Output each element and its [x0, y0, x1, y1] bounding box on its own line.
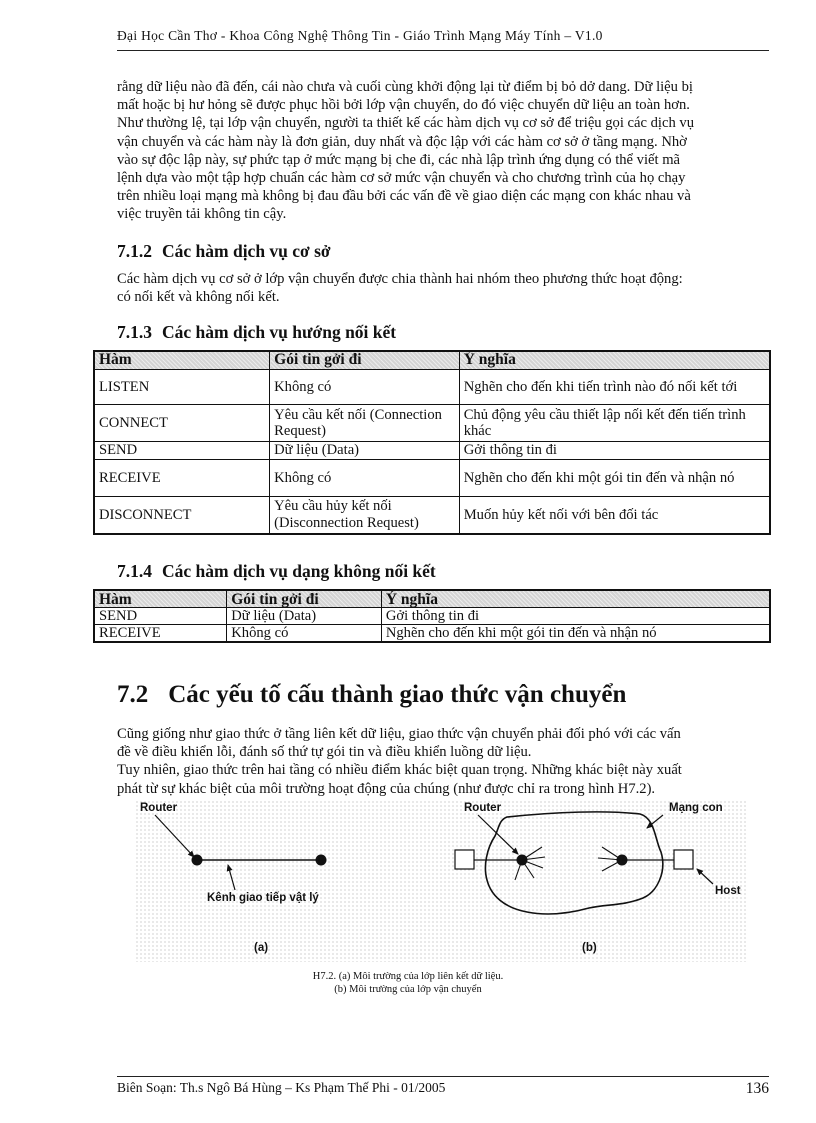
table-cell: SEND [94, 608, 227, 625]
table-row [94, 608, 770, 625]
intro-paragraph [117, 78, 771, 224]
caption-line: H7.2. (a) Môi trường của lớp liên kết dữ liệu. [312, 971, 504, 982]
router-b-arrow [478, 815, 518, 854]
table-cell: Không có [227, 625, 382, 643]
heading-number: 7.1.3 [117, 322, 152, 342]
header-text: Đại Học Cần Thơ - Khoa Công Nghệ Thông Tin - Giáo Trình Mạng Máy Tính – V1.0 [117, 28, 603, 43]
table-cell: Yêu cầu hủy kết nối (Disconnection Request) [270, 497, 460, 534]
intro-line: Như thường lệ, tại lớp vận chuyển, người ta thiết kế các hàm dịch vụ cơ sở để triệu gọi các dịch vụ [117, 115, 694, 132]
column-header: Gói tin gởi đi [270, 351, 460, 370]
heading-7-1-4 [117, 561, 436, 582]
table-cell: Gởi thông tin đi [381, 608, 770, 625]
table-cell: Dữ liệu (Data) [270, 442, 460, 460]
paragraph-7-2 [117, 725, 777, 798]
table-header-row [94, 351, 770, 370]
table-cell: Dữ liệu (Data) [227, 608, 382, 625]
heading-number: 7.1.4 [117, 561, 152, 581]
table-cell: DISCONNECT [94, 497, 270, 534]
host-right-box [674, 850, 693, 869]
page-number: 136 [745, 1080, 769, 1097]
table-cell: Không có [270, 370, 460, 405]
table-row [94, 442, 770, 460]
subnet-label: Mạng con [669, 802, 723, 814]
heading-title: Các hàm dịch vụ cơ sở [162, 241, 331, 261]
channel-arrow [228, 865, 235, 890]
paragraph-line: phát từ sự khác biệt của môi trường hoạt động của chúng (như được chỉ ra trong hình H7.2). [117, 780, 656, 797]
endpoint-a-node [316, 855, 327, 866]
heading-number: 7.2 [117, 681, 149, 708]
footer-authors: Biên Soạn: Th.s Ngô Bá Hùng – Ks Phạm Thế Phi - 01/2005 [117, 1080, 446, 1095]
connectionless-table [93, 589, 771, 643]
table-cell: Muốn hủy kết nối với bên đối tác [459, 497, 770, 534]
column-header: Hàm [94, 351, 270, 370]
figure-h7-2 [135, 800, 748, 962]
host-arrow [697, 869, 713, 884]
heading-7-2 [117, 681, 626, 709]
intro-line: rằng dữ liệu nào đã đến, cái nào chưa và cuối cùng khởi động lại từ điểm bị bỏ dở dang. Dữ liệu bị [117, 79, 693, 95]
table-cell: SEND [94, 442, 270, 460]
heading-7-1-3 [117, 322, 396, 343]
table-cell: RECEIVE [94, 625, 227, 643]
page-footer [117, 1076, 769, 1096]
channel-label: Kênh giao tiếp vật lý [207, 892, 319, 904]
paragraph-7-1-2 [117, 270, 771, 306]
table-cell: Yêu cầu kết nối (Connection Request) [270, 405, 460, 442]
heading-7-1-2 [117, 241, 331, 262]
paragraph-line: có nối kết và không nối kết. [117, 289, 280, 306]
column-header: Ý nghĩa [381, 590, 770, 608]
table-row [94, 497, 770, 534]
intro-line: vận chuyển và các hàm này là đơn giản, duy nhất và độc lập với các hàm cơ sở ở tầng mạng. Nhờ [117, 133, 687, 150]
router-b-label: Router [464, 802, 502, 814]
table-row [94, 370, 770, 405]
intro-line: việc truyền tải không tin cậy. [117, 206, 287, 223]
figure-tag-b: (b) [582, 942, 597, 954]
table-row [94, 405, 770, 442]
column-header: Gói tin gởi đi [227, 590, 382, 608]
figure-caption [0, 970, 816, 996]
table-cell: Nghẽn cho đến khi một gói tin đến và nhận nó [381, 625, 770, 643]
table-row [94, 625, 770, 643]
table-cell: Không có [270, 460, 460, 497]
table-row [94, 460, 770, 497]
intro-line: vào sự độc lập này, sự phức tạp ở mức mạng bị che đi, các nhà lập trình ứng dụng có thể viết mã [117, 151, 681, 168]
host-left-box [455, 850, 474, 869]
figure-diagram [135, 800, 748, 962]
heading-title: Các hàm dịch vụ dạng không nối kết [162, 561, 436, 581]
heading-title: Các hàm dịch vụ hướng nối kết [162, 322, 397, 342]
heading-title: Các yếu tố cấu thành giao thức vận chuyển [168, 681, 627, 708]
column-header: Hàm [94, 590, 227, 608]
intro-line: trên nhiều loại mạng mà không bị đau đầu bởi các vấn đề về giao diện các mạng con khác nhau và [117, 188, 691, 205]
table-cell: Nghẽn cho đến khi tiến trình nào đó nối kết tới [459, 370, 770, 405]
table-cell: CONNECT [94, 405, 270, 442]
table-cell: Chủ động yêu cầu thiết lập nối kết đến tiến trình khác [459, 405, 770, 442]
paragraph-line: Tuy nhiên, giao thức trên hai tầng có nhiều điểm khác biệt quan trọng. Những khác biệt này xuất [117, 762, 682, 779]
table-cell: Nghẽn cho đến khi một gói tin đến và nhận nó [459, 460, 770, 497]
table-header-row [94, 590, 770, 608]
subnet-cloud [485, 812, 662, 914]
heading-number: 7.1.2 [117, 241, 152, 261]
host-label: Host [715, 885, 741, 897]
table-cell: Gởi thông tin đi [459, 442, 770, 460]
caption-line: (b) Môi trường của lớp vận chuyển [334, 984, 482, 995]
connection-oriented-table [93, 350, 771, 535]
table-cell: LISTEN [94, 370, 270, 405]
router-a-arrow [155, 815, 194, 857]
intro-line: lệnh dựa vào một tập hợp chuẩn các hàm cơ sở mức vận chuyển và cho chương trình của họ chạy [117, 170, 686, 187]
router-a-node [192, 855, 203, 866]
intro-line: mất hoặc bị hư hỏng sẽ được phục hồi bởi lớp vận chuyển, do đó việc chuyển dữ liệu an toàn hơn. [117, 97, 690, 114]
table-cell: RECEIVE [94, 460, 270, 497]
router-a-label: Router [140, 802, 178, 814]
paragraph-line: đề về điều khiển lỗi, đánh số thứ tự gói tin và điều khiển luồng dữ liệu. [117, 744, 532, 761]
paragraph-line: Cũng giống như giao thức ở tầng liên kết dữ liệu, giao thức vận chuyển phải đối phó với các vấn [117, 726, 681, 742]
page-header [117, 28, 769, 51]
column-header: Ý nghĩa [459, 351, 770, 370]
figure-tag-a: (a) [254, 942, 269, 954]
paragraph-line: Các hàm dịch vụ cơ sở ở lớp vận chuyển được chia thành hai nhóm theo phương thức hoạt động: [117, 271, 683, 287]
